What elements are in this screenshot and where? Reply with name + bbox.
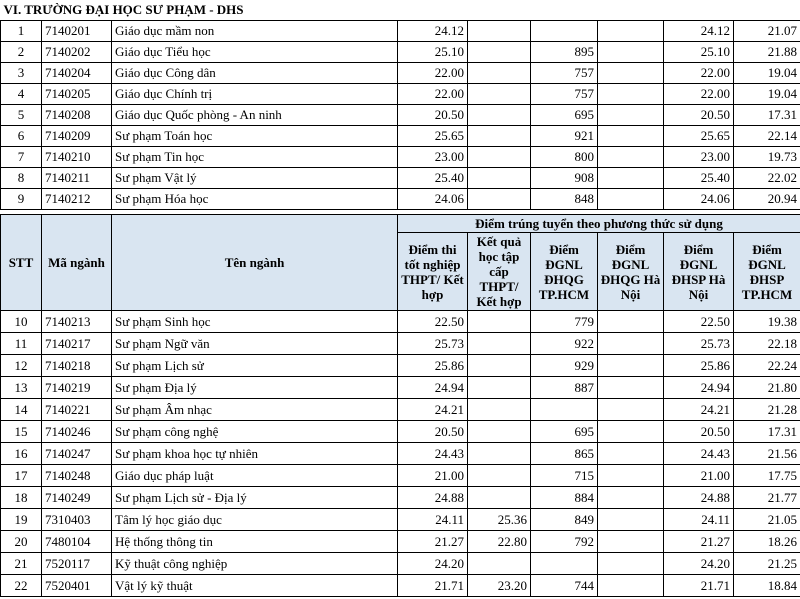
cell-code: 7140211	[42, 168, 112, 189]
table-row	[1, 553, 800, 575]
cell-code: 7140201	[42, 21, 112, 42]
cell-dhsp-hn: 24.21	[664, 399, 734, 421]
cell-code: 7140217	[42, 333, 112, 355]
cell-dhsp-hcm: 19.73	[734, 147, 800, 168]
cell-dhsp-hn: 20.50	[664, 421, 734, 443]
cell-stt: 21	[1, 553, 42, 575]
cell-thpt: 21.27	[398, 531, 468, 553]
header-col-thpt: Điểm thi tốt nghiệp THPT/ Kết hợp	[398, 233, 468, 311]
cell-dhsp-hn: 24.94	[664, 377, 734, 399]
cell-hocba: 23.20	[468, 575, 531, 597]
cell-hocba	[468, 421, 531, 443]
cell-stt: 3	[1, 63, 42, 84]
cell-name: Hệ thống thông tin	[112, 531, 398, 553]
cell-dhsp-hcm: 17.31	[734, 421, 800, 443]
cell-hocba	[468, 189, 531, 210]
cell-dhsp-hcm: 21.56	[734, 443, 800, 465]
table-row	[1, 105, 800, 126]
cell-thpt: 25.40	[398, 168, 468, 189]
cell-stt: 18	[1, 487, 42, 509]
cell-thpt: 20.50	[398, 421, 468, 443]
cell-hocba	[468, 377, 531, 399]
cell-thpt: 20.50	[398, 105, 468, 126]
cell-dhqg-hcm: 865	[531, 443, 598, 465]
section-title: VI. TRƯỜNG ĐẠI HỌC SƯ PHẠM - DHS	[1, 0, 800, 21]
header-code: Mã ngành	[42, 215, 112, 311]
cell-name: Giáo dục Quốc phòng - An ninh	[112, 105, 398, 126]
cell-hocba: 25.36	[468, 509, 531, 531]
cell-hocba	[468, 465, 531, 487]
cell-hocba	[468, 84, 531, 105]
cell-dhqg-hcm: 779	[531, 311, 598, 333]
cell-stt: 17	[1, 465, 42, 487]
cell-dhqg-hcm: 757	[531, 63, 598, 84]
cell-stt: 16	[1, 443, 42, 465]
cell-dhqg-hcm: 848	[531, 189, 598, 210]
cell-code: 7520117	[42, 553, 112, 575]
cell-code: 7140219	[42, 377, 112, 399]
cell-hocba	[468, 147, 531, 168]
section-title-row	[1, 0, 800, 21]
cell-stt: 4	[1, 84, 42, 105]
cell-dhqg-hn	[598, 189, 664, 210]
table-row	[1, 189, 800, 210]
cell-dhsp-hn: 20.50	[664, 105, 734, 126]
cell-name: Giáo dục mầm non	[112, 21, 398, 42]
cell-dhsp-hcm: 21.25	[734, 553, 800, 575]
cell-name: Tâm lý học giáo dục	[112, 509, 398, 531]
cell-hocba	[468, 487, 531, 509]
cell-dhqg-hcm: 887	[531, 377, 598, 399]
cell-dhsp-hn: 21.27	[664, 531, 734, 553]
cell-dhsp-hn: 22.50	[664, 311, 734, 333]
cell-code: 7140212	[42, 189, 112, 210]
cell-name: Giáo dục pháp luật	[112, 465, 398, 487]
cell-dhsp-hcm: 17.75	[734, 465, 800, 487]
cell-hocba	[468, 553, 531, 575]
cell-hocba	[468, 443, 531, 465]
cell-hocba	[468, 105, 531, 126]
cell-name: Sư phạm Ngữ văn	[112, 333, 398, 355]
cell-hocba: 22.80	[468, 531, 531, 553]
cell-dhsp-hn: 25.65	[664, 126, 734, 147]
cell-thpt: 25.10	[398, 42, 468, 63]
cell-dhsp-hcm: 21.28	[734, 399, 800, 421]
cell-code: 7140210	[42, 147, 112, 168]
cell-name: Kỹ thuật công nghiệp	[112, 553, 398, 575]
cell-stt: 12	[1, 355, 42, 377]
cell-dhsp-hcm: 22.18	[734, 333, 800, 355]
cell-hocba	[468, 399, 531, 421]
cell-dhsp-hn: 24.88	[664, 487, 734, 509]
cell-dhqg-hn	[598, 84, 664, 105]
table-row	[1, 377, 800, 399]
cell-stt: 5	[1, 105, 42, 126]
cell-code: 7140247	[42, 443, 112, 465]
cell-dhsp-hcm: 21.77	[734, 487, 800, 509]
cell-name: Sư phạm Vật lý	[112, 168, 398, 189]
cell-dhqg-hn	[598, 575, 664, 597]
table-row	[1, 84, 800, 105]
cell-name: Sư phạm Toán học	[112, 126, 398, 147]
table-row	[1, 465, 800, 487]
cell-dhsp-hcm: 21.07	[734, 21, 800, 42]
cell-dhqg-hcm: 695	[531, 105, 598, 126]
cell-dhsp-hn: 24.06	[664, 189, 734, 210]
cell-dhqg-hn	[598, 355, 664, 377]
cell-dhqg-hn	[598, 421, 664, 443]
table-row	[1, 333, 800, 355]
cell-code: 7140221	[42, 399, 112, 421]
table-row	[1, 487, 800, 509]
cell-dhsp-hcm: 21.88	[734, 42, 800, 63]
cell-thpt: 23.00	[398, 147, 468, 168]
cell-dhsp-hcm: 21.80	[734, 377, 800, 399]
cell-thpt: 21.71	[398, 575, 468, 597]
cell-thpt: 22.00	[398, 84, 468, 105]
cell-stt: 7	[1, 147, 42, 168]
cell-name: Sư phạm Địa lý	[112, 377, 398, 399]
cell-stt: 10	[1, 311, 42, 333]
cell-stt: 11	[1, 333, 42, 355]
cell-dhqg-hcm: 884	[531, 487, 598, 509]
cell-thpt: 25.86	[398, 355, 468, 377]
cell-dhqg-hcm	[531, 21, 598, 42]
cell-dhqg-hn	[598, 333, 664, 355]
cell-dhqg-hcm: 922	[531, 333, 598, 355]
cell-dhsp-hcm: 19.38	[734, 311, 800, 333]
cell-code: 7140208	[42, 105, 112, 126]
cell-name: Sư phạm Hóa học	[112, 189, 398, 210]
cell-dhsp-hn: 24.12	[664, 21, 734, 42]
cell-dhsp-hn: 24.43	[664, 443, 734, 465]
cell-name: Giáo dục Tiểu học	[112, 42, 398, 63]
cell-code: 7140213	[42, 311, 112, 333]
cell-dhsp-hn: 22.00	[664, 84, 734, 105]
cell-thpt: 24.43	[398, 443, 468, 465]
cell-dhqg-hn	[598, 63, 664, 84]
cell-dhsp-hcm: 22.14	[734, 126, 800, 147]
cell-dhqg-hn	[598, 531, 664, 553]
table-row	[1, 311, 800, 333]
cell-hocba	[468, 355, 531, 377]
cell-stt: 9	[1, 189, 42, 210]
cell-code: 7140209	[42, 126, 112, 147]
cell-hocba	[468, 311, 531, 333]
table-row	[1, 42, 800, 63]
cell-dhqg-hcm: 715	[531, 465, 598, 487]
cell-thpt: 24.21	[398, 399, 468, 421]
cell-hocba	[468, 126, 531, 147]
cell-code: 7140205	[42, 84, 112, 105]
cell-name: Giáo dục Chính trị	[112, 84, 398, 105]
cell-dhqg-hcm: 929	[531, 355, 598, 377]
cell-code: 7480104	[42, 531, 112, 553]
table-row	[1, 126, 800, 147]
cell-dhqg-hcm: 792	[531, 531, 598, 553]
cell-stt: 22	[1, 575, 42, 597]
cell-code: 7140218	[42, 355, 112, 377]
cell-dhqg-hn	[598, 465, 664, 487]
cell-name: Sư phạm Lịch sử	[112, 355, 398, 377]
cell-stt: 1	[1, 21, 42, 42]
cell-thpt: 24.06	[398, 189, 468, 210]
cell-thpt: 24.11	[398, 509, 468, 531]
header-col-dhsp-hcm: Điểm ĐGNL ĐHSP TP.HCM	[734, 233, 800, 311]
cell-code: 7310403	[42, 509, 112, 531]
table-header-row	[1, 215, 800, 233]
cell-dhsp-hn: 25.40	[664, 168, 734, 189]
cell-dhsp-hn: 25.86	[664, 355, 734, 377]
cell-dhqg-hcm: 800	[531, 147, 598, 168]
cell-dhqg-hn	[598, 42, 664, 63]
cell-code: 7140248	[42, 465, 112, 487]
cell-dhsp-hn: 22.00	[664, 63, 734, 84]
cell-code: 7520401	[42, 575, 112, 597]
cell-code: 7140202	[42, 42, 112, 63]
cell-dhqg-hcm: 695	[531, 421, 598, 443]
cell-hocba	[468, 63, 531, 84]
cell-dhsp-hn: 24.11	[664, 509, 734, 531]
table-row	[1, 421, 800, 443]
cell-dhqg-hcm: 849	[531, 509, 598, 531]
cell-dhsp-hn: 23.00	[664, 147, 734, 168]
header-name: Tên ngành	[112, 215, 398, 311]
cell-name: Sư phạm công nghệ	[112, 421, 398, 443]
cell-dhqg-hn	[598, 399, 664, 421]
table-row	[1, 399, 800, 421]
cell-dhqg-hn	[598, 509, 664, 531]
table-row	[1, 147, 800, 168]
cell-thpt: 24.88	[398, 487, 468, 509]
header-col-dhqg-hcm: Điểm ĐGNL ĐHQG TP.HCM	[531, 233, 598, 311]
cell-thpt: 24.12	[398, 21, 468, 42]
cell-dhqg-hn	[598, 311, 664, 333]
table-row	[1, 355, 800, 377]
cell-dhqg-hn	[598, 147, 664, 168]
table-row	[1, 443, 800, 465]
cell-dhsp-hcm: 18.26	[734, 531, 800, 553]
cell-dhqg-hn	[598, 21, 664, 42]
header-col-dhqg-hn: Điểm ĐGNL ĐHQG Hà Nội	[598, 233, 664, 311]
cell-dhqg-hcm: 757	[531, 84, 598, 105]
table-row	[1, 531, 800, 553]
cell-stt: 19	[1, 509, 42, 531]
cell-dhsp-hcm: 17.31	[734, 105, 800, 126]
cell-dhqg-hn	[598, 105, 664, 126]
cell-dhqg-hn	[598, 487, 664, 509]
cell-stt: 13	[1, 377, 42, 399]
cell-stt: 15	[1, 421, 42, 443]
cell-dhqg-hcm	[531, 553, 598, 575]
cell-dhqg-hn	[598, 168, 664, 189]
cell-dhsp-hcm: 18.84	[734, 575, 800, 597]
cell-stt: 20	[1, 531, 42, 553]
cell-dhqg-hn	[598, 377, 664, 399]
cell-dhqg-hcm: 921	[531, 126, 598, 147]
cell-thpt: 25.73	[398, 333, 468, 355]
cell-name: Sư phạm khoa học tự nhiên	[112, 443, 398, 465]
cell-dhsp-hn: 24.20	[664, 553, 734, 575]
cell-thpt: 25.65	[398, 126, 468, 147]
table-row	[1, 63, 800, 84]
cell-dhqg-hcm: 744	[531, 575, 598, 597]
cell-thpt: 21.00	[398, 465, 468, 487]
cell-stt: 8	[1, 168, 42, 189]
cell-code: 7140249	[42, 487, 112, 509]
cell-thpt: 24.20	[398, 553, 468, 575]
table-row	[1, 575, 800, 597]
cell-stt: 6	[1, 126, 42, 147]
header-stt: STT	[1, 215, 42, 311]
cell-dhqg-hn	[598, 553, 664, 575]
cell-name: Sư phạm Tin học	[112, 147, 398, 168]
cell-dhsp-hn: 21.71	[664, 575, 734, 597]
cell-dhsp-hcm: 19.04	[734, 63, 800, 84]
cell-code: 7140204	[42, 63, 112, 84]
cell-stt: 2	[1, 42, 42, 63]
cell-dhsp-hcm: 22.02	[734, 168, 800, 189]
cell-dhqg-hn	[598, 126, 664, 147]
cell-thpt: 24.94	[398, 377, 468, 399]
cell-name: Giáo dục Công dân	[112, 63, 398, 84]
cell-dhsp-hcm: 22.24	[734, 355, 800, 377]
table-row	[1, 21, 800, 42]
cell-dhsp-hn: 21.00	[664, 465, 734, 487]
table-row	[1, 509, 800, 531]
cell-dhsp-hcm: 20.94	[734, 189, 800, 210]
cell-hocba	[468, 333, 531, 355]
cell-hocba	[468, 21, 531, 42]
cell-dhqg-hn	[598, 443, 664, 465]
cell-dhsp-hcm: 19.04	[734, 84, 800, 105]
table-row	[1, 168, 800, 189]
cell-name: Vật lý kỹ thuật	[112, 575, 398, 597]
cell-name: Sư phạm Sinh học	[112, 311, 398, 333]
cell-dhqg-hcm	[531, 399, 598, 421]
cell-hocba	[468, 168, 531, 189]
header-group: Điểm trúng tuyển theo phương thức sử dụng	[398, 215, 800, 233]
cell-thpt: 22.00	[398, 63, 468, 84]
cell-name: Sư phạm Lịch sử - Địa lý	[112, 487, 398, 509]
cell-dhqg-hcm: 908	[531, 168, 598, 189]
cell-hocba	[468, 42, 531, 63]
cell-code: 7140246	[42, 421, 112, 443]
cell-name: Sư phạm Âm nhạc	[112, 399, 398, 421]
cell-dhqg-hcm: 895	[531, 42, 598, 63]
header-col-dhsp-hn: Điểm ĐGNL ĐHSP Hà Nội	[664, 233, 734, 311]
cell-dhsp-hn: 25.73	[664, 333, 734, 355]
cell-stt: 14	[1, 399, 42, 421]
header-col-hocba: Kết quả học tập cấp THPT/ Kết hợp	[468, 233, 531, 311]
cell-dhsp-hn: 25.10	[664, 42, 734, 63]
cell-dhsp-hcm: 21.05	[734, 509, 800, 531]
cell-thpt: 22.50	[398, 311, 468, 333]
